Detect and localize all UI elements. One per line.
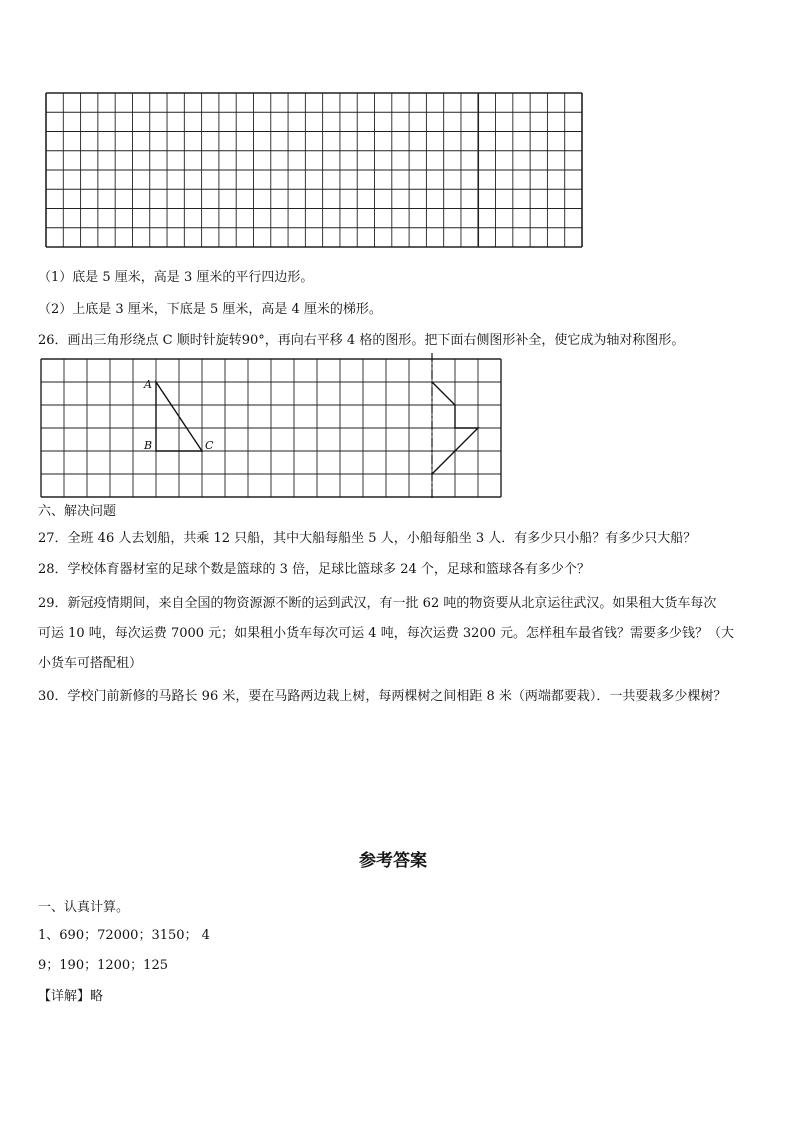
question-27: 27．全班 46 人去划船，共乘 12 只船，其中大船每船坐 5 人，小船每船坐 3 人．有多少只小船？有多少只大船？ xyxy=(38,531,697,546)
question-26: 26．画出三角形绕点 C 顺时针旋转90°，再向右平移 4 格的图形。把下面右侧图形补全，使它成为轴对称图形。 xyxy=(38,333,685,348)
question-28: 28．学校体育器材室的足球个数是篮球的 3 倍，足球比篮球多 24 个，足球和篮球各有多少个？ xyxy=(38,562,590,577)
answer-detail: 【详解】略 xyxy=(38,989,104,1004)
answer-line-1: 1、690；72000；3150； 4 xyxy=(38,928,210,943)
question-30: 30．学校门前新修的马路长 96 米，要在马路两边栽上树，每两棵树之间相距 8 米（两端都要栽）．一共要栽多少棵树？ xyxy=(38,689,727,704)
label-b: B xyxy=(144,439,153,452)
section-6-heading: 六、解决问题 xyxy=(38,504,117,519)
question-29-line-2: 可运 10 吨，每次运费 7000 元；如果租小货车每次可运 4 吨，每次运费 3200 元。怎样租车最省钱？需要多少钱？（大 xyxy=(38,626,735,641)
label-c: C xyxy=(205,439,214,452)
blank-grid-q25 xyxy=(46,93,582,247)
grid-q26 xyxy=(41,359,501,497)
answer-title: 参考答案 xyxy=(359,851,427,871)
question-29-line-1: 29．新冠疫情期间，来自全国的物资源源不断的运到武汉，有一批 62 吨的物资要从北京运往武汉。如果租大货车每次 xyxy=(38,596,717,611)
q25-item-2: （2）上底是 3 厘米，下底是 5 厘米，高是 4 厘米的梯形。 xyxy=(38,302,382,317)
label-a: A xyxy=(144,378,152,391)
question-29-line-3: 小货车可搭配租） xyxy=(38,656,143,671)
answer-line-2: 9；190；1200；125 xyxy=(38,958,168,973)
answer-section-1: 一、认真计算。 xyxy=(38,900,130,915)
q25-item-1: （1）底是 5 厘米，高是 3 厘米的平行四边形。 xyxy=(38,270,314,285)
